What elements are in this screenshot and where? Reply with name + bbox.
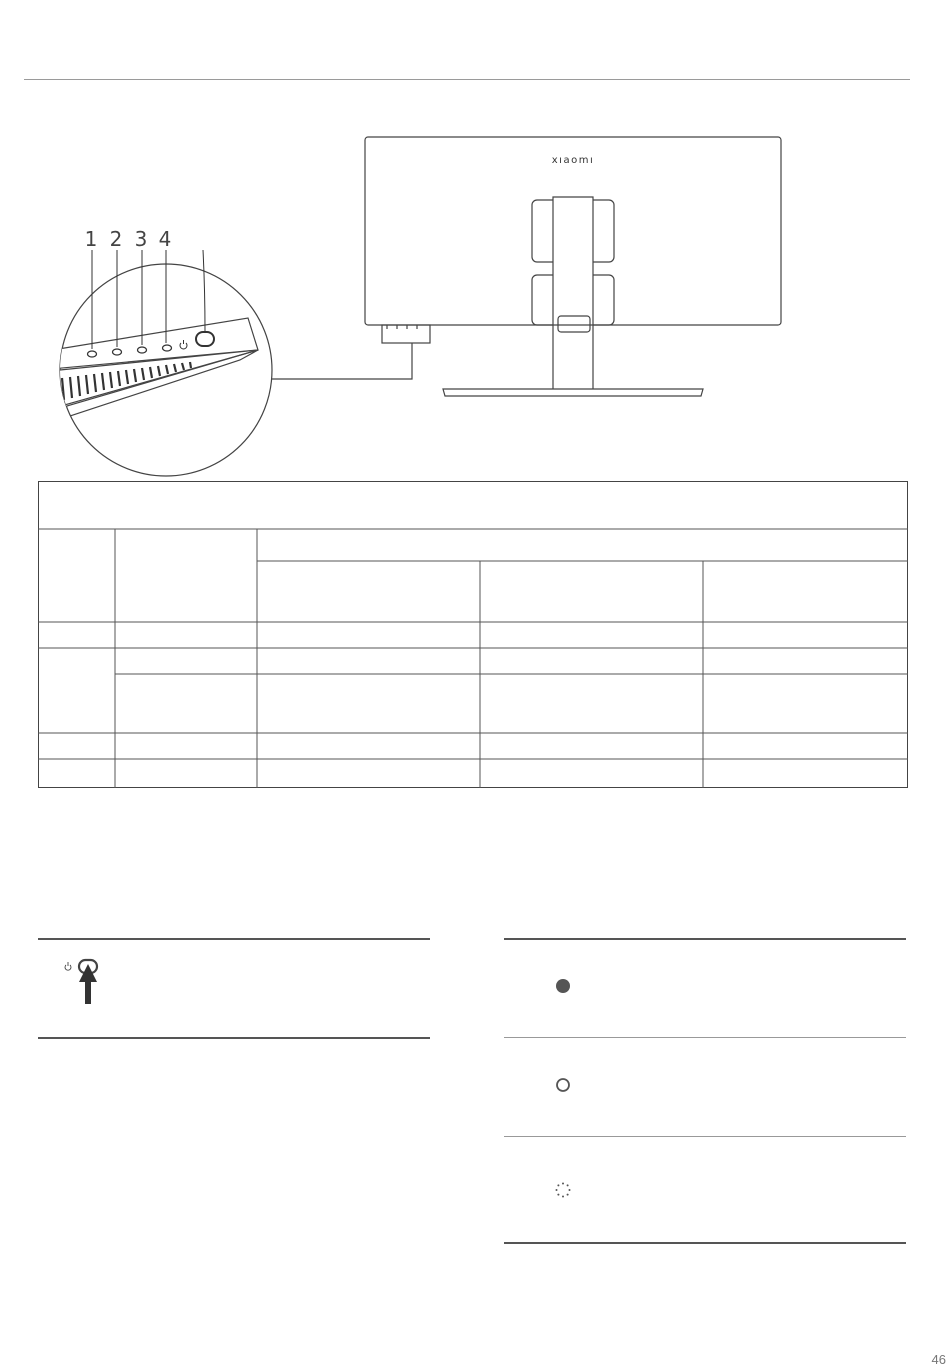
indicator-divider-1 — [504, 1037, 906, 1038]
led-blinking-icon — [554, 1181, 572, 1199]
power-button-press-icon — [60, 956, 106, 1008]
led-solid-icon — [554, 977, 572, 995]
indicator-divider-2 — [504, 1136, 906, 1137]
indicator-section-top-rule — [504, 938, 906, 940]
power-section-bottom-rule — [38, 1037, 430, 1039]
callout-1: 1 — [84, 227, 98, 251]
monitor-back-view — [272, 137, 781, 396]
monitor-button-diagram — [0, 0, 950, 500]
led-off-icon — [554, 1076, 572, 1094]
button-callout-labels — [85, 227, 172, 251]
brand-logo: xıaomı — [551, 155, 595, 166]
page-number: 46 — [931, 1352, 946, 1367]
callout-3: 3 — [134, 227, 148, 251]
callout-4: 4 — [158, 227, 172, 251]
callout-2: 2 — [109, 227, 123, 251]
button-zoom-circle — [40, 250, 272, 476]
button-function-table — [38, 481, 908, 788]
indicator-section-bottom-rule — [504, 1242, 906, 1244]
power-section-top-rule — [38, 938, 430, 940]
